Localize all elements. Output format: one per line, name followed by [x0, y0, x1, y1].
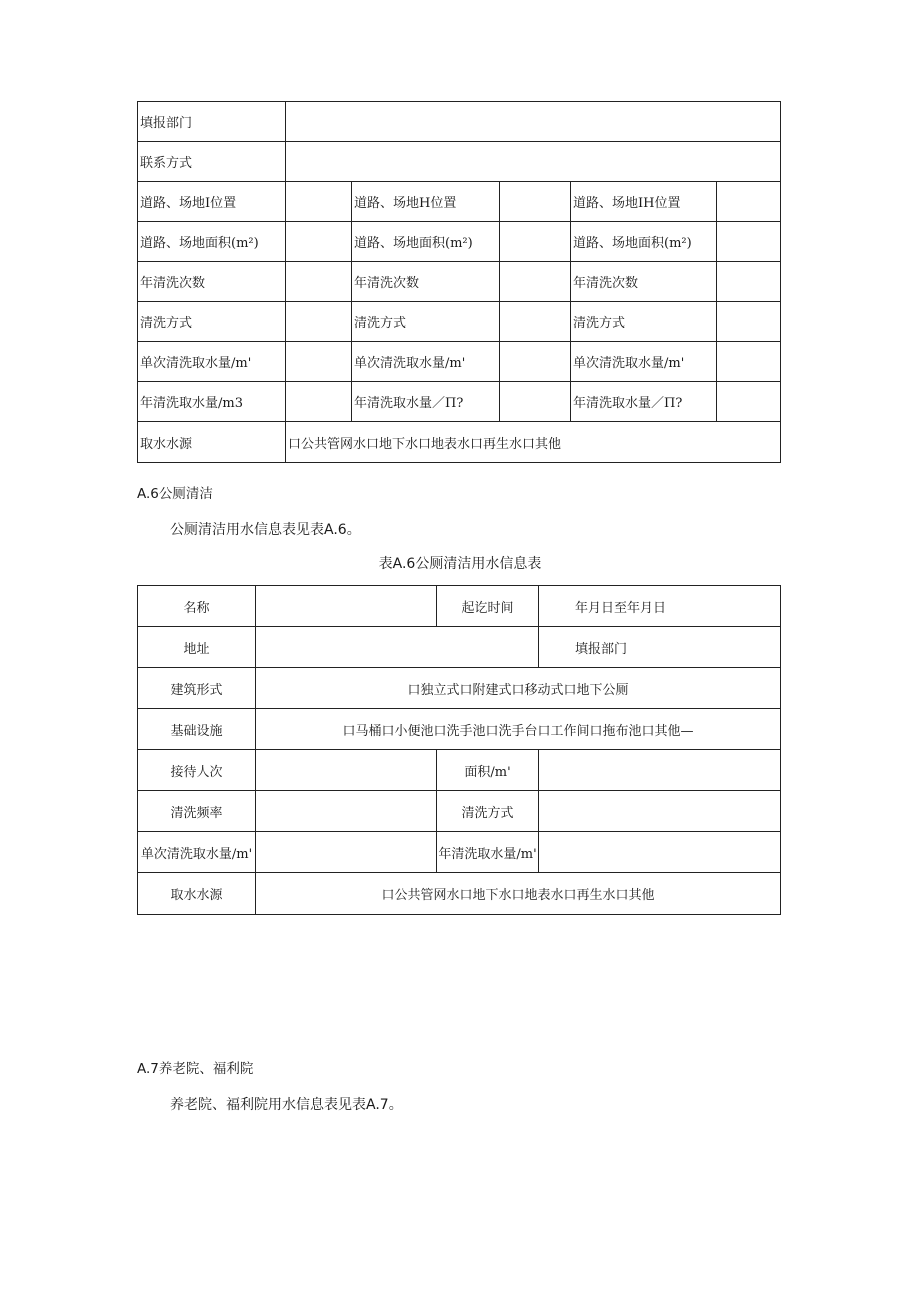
- road-1-area-label: 道路、场地面积(m²): [138, 222, 286, 262]
- table-row: [138, 709, 781, 750]
- road-1-method-field[interactable]: [286, 302, 352, 342]
- toilet-cleaning-table: [137, 585, 781, 915]
- road-3-position-label: 道路、场地IH位置: [571, 182, 717, 222]
- table-row: [138, 873, 781, 915]
- water-source-label-2: 取水水源: [138, 873, 256, 915]
- road-3-area-label: 道路、场地面积(m²): [571, 222, 717, 262]
- single-water-label: 单次清洗取水量/m': [138, 832, 256, 873]
- road-2-area-field[interactable]: [500, 222, 571, 262]
- road-3-annual-water-label: 年清洗取水量／П?: [571, 382, 717, 422]
- dept-label: 填报部门: [138, 102, 286, 142]
- table-row: [138, 302, 781, 342]
- contact-label: 联系方式: [138, 142, 286, 182]
- visitors-field[interactable]: [256, 750, 437, 791]
- road-2-annual-count-label: 年清洗次数: [352, 262, 500, 302]
- name-field[interactable]: [256, 586, 437, 627]
- building-type-label: 建筑形式: [138, 668, 256, 709]
- method-label: 清洗方式: [437, 791, 539, 832]
- dept-field[interactable]: [286, 102, 781, 142]
- road-3-single-water-label: 单次清洗取水量/m': [571, 342, 717, 382]
- name-label: 名称: [138, 586, 256, 627]
- area-field[interactable]: [539, 750, 781, 791]
- annual-water-label: 年清洗取水量/m': [437, 832, 539, 873]
- road-3-annual-count-field[interactable]: [717, 262, 781, 302]
- water-source-options[interactable]: 口公共管网水口地下水口地表水口再生水口其他: [286, 422, 781, 463]
- road-1-single-water-field[interactable]: [286, 342, 352, 382]
- water-source-options-2[interactable]: 口公共管网水口地下水口地表水口再生水口其他: [256, 873, 781, 915]
- road-3-position-field[interactable]: [717, 182, 781, 222]
- annual-water-field[interactable]: [539, 832, 781, 873]
- road-2-area-label: 道路、场地面积(m²): [352, 222, 500, 262]
- table-row: [138, 182, 781, 222]
- road-2-method-label: 清洗方式: [352, 302, 500, 342]
- section-paragraph-a7: 养老院、福利院用水信息表见表A.7。: [170, 1097, 403, 1113]
- single-water-field[interactable]: [256, 832, 437, 873]
- road-3-single-water-field[interactable]: [717, 342, 781, 382]
- road-1-annual-water-label: 年清洗取水量/m3: [138, 382, 286, 422]
- table-row: [138, 262, 781, 302]
- water-source-label: 取水水源: [138, 422, 286, 463]
- facilities-options[interactable]: 口马桶口小便池口洗手池口洗手台口工作间口拖布池口其他—: [256, 709, 781, 750]
- road-3-annual-water-field[interactable]: [717, 382, 781, 422]
- road-1-annual-count-label: 年清洗次数: [138, 262, 286, 302]
- road-2-annual-water-label: 年清洗取水量／П?: [352, 382, 500, 422]
- table-row: [138, 832, 781, 873]
- table-row: [138, 791, 781, 832]
- area-label: 面积/m': [437, 750, 539, 791]
- table-caption-a6: 表A.6公厕清洁用水信息表: [378, 556, 542, 572]
- road-3-area-field[interactable]: [717, 222, 781, 262]
- section-heading-a7: A.7养老院、福利院: [137, 1061, 254, 1077]
- section-paragraph-a6: 公厕清洁用水信息表见表A.6。: [170, 522, 361, 538]
- road-1-method-label: 清洗方式: [138, 302, 286, 342]
- road-2-single-water-label: 单次清洗取水量/m': [352, 342, 500, 382]
- table-row: [138, 102, 781, 142]
- visitors-label: 接待人次: [138, 750, 256, 791]
- table-row: [138, 586, 781, 627]
- road-1-position-label: 道路、场地I位置: [138, 182, 286, 222]
- road-2-annual-count-field[interactable]: [500, 262, 571, 302]
- road-3-method-field[interactable]: [717, 302, 781, 342]
- address-field[interactable]: [256, 627, 539, 668]
- table-row: [138, 342, 781, 382]
- road-3-annual-count-label: 年清洗次数: [571, 262, 717, 302]
- table-row: [138, 422, 781, 463]
- table-row: [138, 668, 781, 709]
- dept-label-2: 填报部门: [539, 627, 781, 668]
- road-2-single-water-field[interactable]: [500, 342, 571, 382]
- method-field[interactable]: [539, 791, 781, 832]
- period-label: 起讫时间: [437, 586, 539, 627]
- road-2-position-field[interactable]: [500, 182, 571, 222]
- table-row: [138, 222, 781, 262]
- road-1-single-water-label: 单次清洗取水量/m': [138, 342, 286, 382]
- contact-field[interactable]: [286, 142, 781, 182]
- road-cleaning-table: [137, 101, 781, 463]
- table-row: [138, 382, 781, 422]
- road-3-method-label: 清洗方式: [571, 302, 717, 342]
- road-2-method-field[interactable]: [500, 302, 571, 342]
- building-type-options[interactable]: 口独立式口附建式口移动式口地下公厕: [256, 668, 781, 709]
- road-2-position-label: 道路、场地H位置: [352, 182, 500, 222]
- road-2-annual-water-field[interactable]: [500, 382, 571, 422]
- facilities-label: 基础设施: [138, 709, 256, 750]
- road-1-area-field[interactable]: [286, 222, 352, 262]
- road-1-position-field[interactable]: [286, 182, 352, 222]
- period-value[interactable]: 年月日至年月日: [539, 586, 781, 627]
- section-heading-a6: A.6公厕清洁: [137, 486, 213, 502]
- frequency-field[interactable]: [256, 791, 437, 832]
- table-row: [138, 627, 781, 668]
- road-1-annual-water-field[interactable]: [286, 382, 352, 422]
- road-1-annual-count-field[interactable]: [286, 262, 352, 302]
- table-row: [138, 142, 781, 182]
- address-label: 地址: [138, 627, 256, 668]
- frequency-label: 清洗频率: [138, 791, 256, 832]
- table-row: [138, 750, 781, 791]
